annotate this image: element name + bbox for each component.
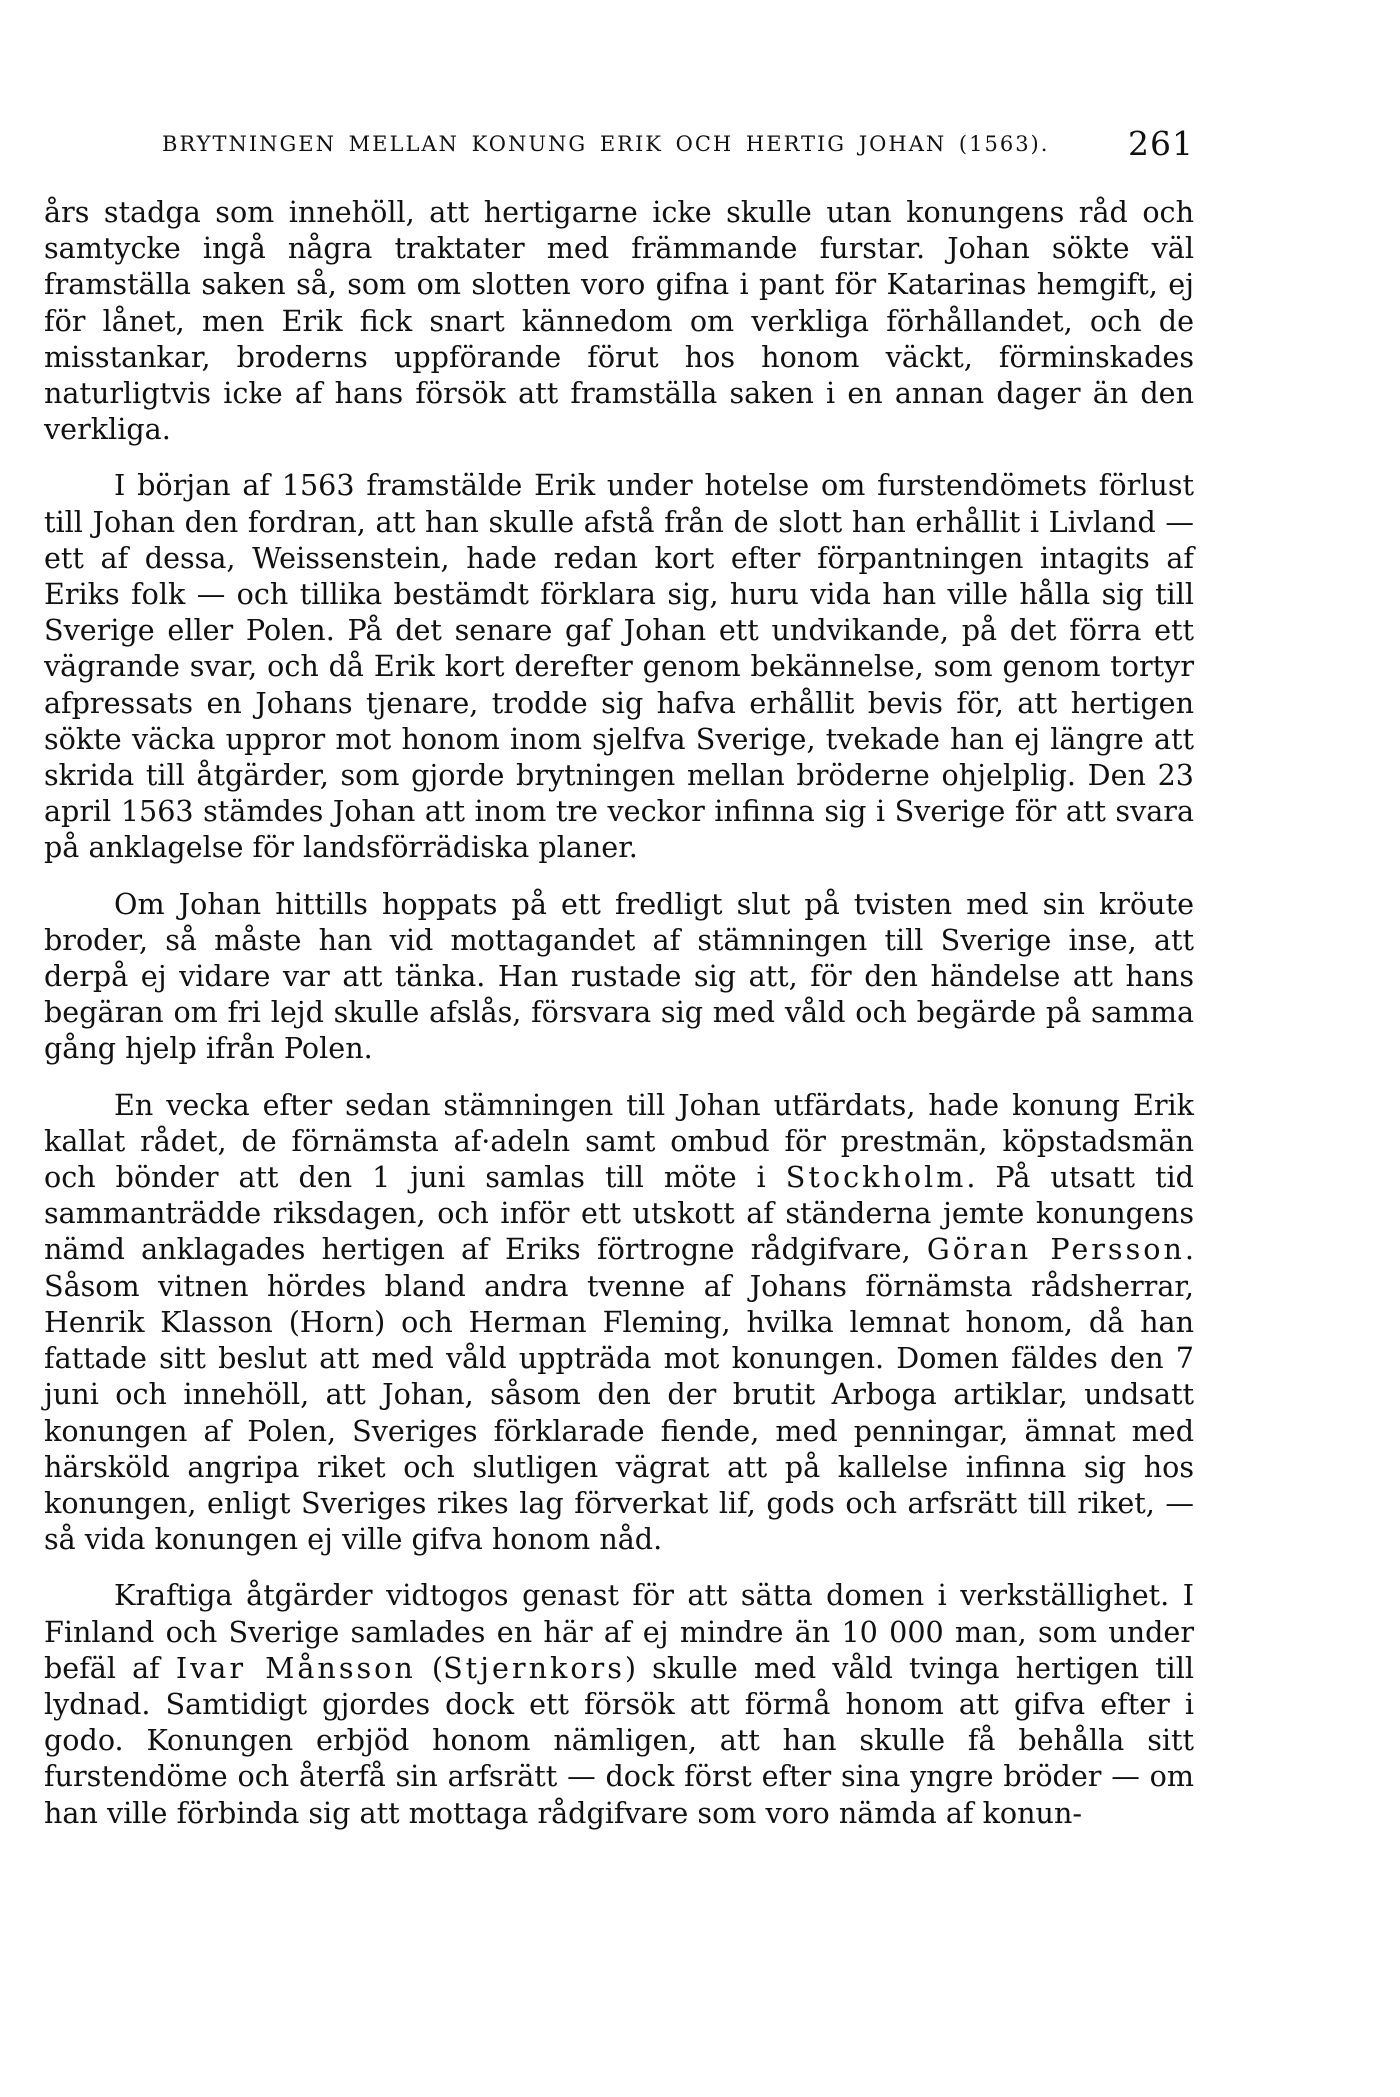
text-segment: I början af 1563 framstälde Erik under hotelse om furstendömets förlust till Johan den fordran, att han skulle afstå från de slott han erhållit i Livland — ett af dessa, Weissenstein, hade redan kort efter förpantningen intagits af Eriks folk — och tillika bestämdt förklara sig, huru vida han ville hålla sig till Sverige eller Polen. På det senare gaf Johan ett undvikande, på det förra ett vägrande svar, och då Erik kort derefter genom bekännelse, som genom tortyr afpressats en Johans tjenare, trodde sig hafva erhållit bevis för, att hertigen sökte väcka uppror mot honom inom sjelfva Sverige, tvekade han ej längre att skrida till åtgärder, som gjorde brytningen mellan bröderne ohjelplig. Den 23 april 1563 stämdes Johan att inom tre veckor infinna sig i Sverige för att svara på anklagelse för landsförrädiska planer. (44, 468, 1194, 865)
paragraph (44, 194, 1194, 447)
spaced-name: Göran Persson (926, 1232, 1185, 1267)
paragraph (44, 1087, 1194, 1558)
spaced-name: Stockholm (785, 1160, 967, 1195)
page-header (162, 124, 1194, 168)
paragraph (44, 467, 1194, 865)
text-segment: . På utsatt tid sammanträdde riksdagen, och inför ett utskott af ständerna jemte konungens nämd anklagades hertigen af Eriks förtrogne rådgifvare, (44, 1160, 1194, 1267)
text-segment: Om Johan hittills hoppats på ett fredligt slut på tvisten med sin kröute broder, så måste han vid mottagandet af stämningen till Sverige inse, att derpå ej vidare var att tänka. Han rustade sig att, för den händelse att hans begäran om fri lejd skulle afslås, försvara sig med våld och begärde på samma gång hjelp ifrån Polen. (44, 886, 1194, 1066)
text-segment: Kraftiga åtgärder vidtogos genast för att sätta domen i verkställighet. I Finland och Sverige samlades en här af ej mindre än 10 000 man, som under befäl af (44, 1578, 1194, 1685)
paragraph (44, 1577, 1194, 1830)
text-segment: ) skulle med våld tvinga hertigen till lydnad. Samtidigt gjordes dock ett försök att förmå honom att gifva efter i godo. Konungen erbjöd honom nämligen, att han skulle få behålla sitt furstendöme och återfå sin arfsrätt — dock först efter sina yngre bröder — om han ville förbinda sig att mottaga rådgifvare som voro nämda af konun- (44, 1650, 1194, 1830)
spaced-name: Stjernkors (443, 1650, 625, 1685)
text-segment: . Såsom vitnen hördes bland andra tvenne af Johans förnämsta rådsherrar, Henrik Klasson (Horn) och Herman Fleming, hvilka lemnat honom, då han fattade sitt beslut att med våld uppträda mot konungen. Domen fäldes den 7 juni och innehöll, att Johan, såsom den der brutit Arboga artiklar, undsatt konungen af Polen, Sveriges förklarade fiende, med penningar, ämnat med härsköld angripa riket och slutligen vägrat att på kallelse infinna sig hos konungen, enligt Sveriges rikes lag förverkat lif, gods och arfsrätt till riket, — så vida konungen ej ville gifva honom nåd. (44, 1232, 1194, 1557)
text-segment: års stadga som innehöll, att hertigarne icke skulle utan konungens råd och samtycke ingå några traktater med främmande furstar. Johan sökte väl framställa saken så, som om slotten voro gifna i pant för Katarinas hemgift, ej för lånet, men Erik fick snart kännedom om verkliga förhållandet, och de misstankar, broderns uppförande förut hos honom väckt, förminskades naturligtvis icke af hans försök att framställa saken i en annan dager än den verkliga. (44, 195, 1194, 447)
paragraph (44, 886, 1194, 1067)
text-segment: ( (415, 1650, 444, 1685)
body-text (44, 194, 1194, 1831)
spaced-name: Ivar Månsson (175, 1650, 416, 1685)
page-number: 261 (1128, 124, 1194, 163)
running-title: BRYTNINGEN MELLAN KONUNG ERIK OCH HERTIG JOHAN (1563). (162, 132, 1050, 156)
text-segment: En vecka efter sedan stämningen till Johan utfärdats, hade konung Erik kallat rådet, de förnämsta af·adeln samt ombud för prestmän, köpstadsmän och bönder att den 1 juni samlas till möte i (44, 1087, 1194, 1195)
